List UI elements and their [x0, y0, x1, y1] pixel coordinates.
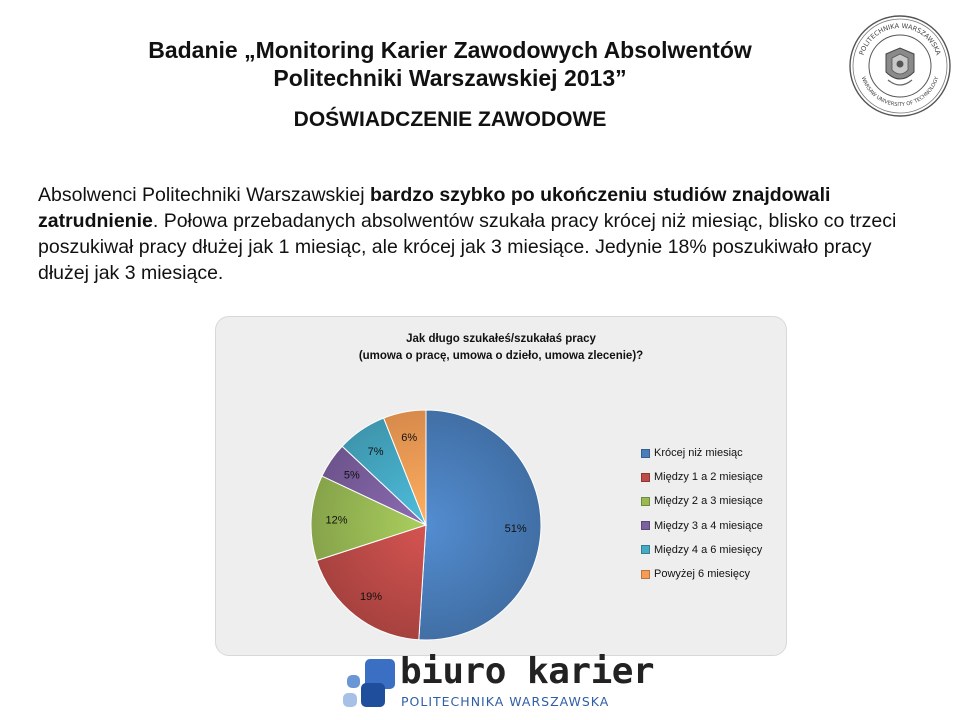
- logo-wordmark: biuro karier: [400, 651, 655, 692]
- legend-swatch: [641, 521, 650, 530]
- logo-mark-icon: [343, 657, 401, 711]
- page-title: [60, 36, 840, 92]
- legend-label: Powyżej 6 miesięcy: [654, 568, 750, 581]
- logo-subtitle: POLITECHNIKA WARSZAWSKA: [401, 694, 610, 709]
- legend-swatch: [641, 570, 650, 579]
- data-label-miedzy-4-a-6-miesiecy: 7%: [367, 445, 384, 458]
- seal-text-bottom: WARSAW UNIVERSITY OF TECHNOLOGY: [859, 76, 941, 109]
- logo-square-2: [361, 683, 385, 707]
- legend-item-krocej-niz-miesiac: [641, 441, 781, 465]
- intro-text-start: Absolwenci Politechniki Warszawskiej: [38, 184, 370, 206]
- intro-text-bold: bardzo szybko po ukończeniu studiów znajdowali zatrudnienie: [38, 184, 831, 232]
- chart-title-line-1: Jak długo szukałeś/szukałaś pracy: [406, 333, 596, 345]
- chart-legend: [641, 441, 781, 586]
- title-line-1: Badanie „Monitoring Karier Zawodowych Absolwentów: [148, 37, 752, 63]
- intro-text-end: . Połowa przebadanych absolwentów szukała pracy krócej niż miesiąc, blisko co trzeci poszukiwał pracy dłużej jak 1 miesiąc, ale krócej jak 3 miesiące. Jedynie 18% poszukiwało pracy dłużej jak 3 miesiące.: [38, 210, 897, 284]
- logo-square-3: [347, 675, 360, 688]
- legend-item-miedzy-2-a-3-miesiace: [641, 489, 781, 513]
- data-label-miedzy-1-a-2-miesiace: 19%: [360, 590, 383, 603]
- data-label-miedzy-2-a-3-miesiace: 12%: [325, 514, 348, 527]
- legend-item-miedzy-4-a-6-miesiecy: [641, 538, 781, 562]
- legend-label: Między 4 a 6 miesięcy: [654, 543, 763, 556]
- chart-title-line-2: (umowa o pracę, umowa o dzieło, umowa zlecenie)?: [358, 350, 644, 362]
- intro-paragraph: [38, 182, 918, 286]
- legend-label: Między 3 a 4 miesiące: [654, 519, 763, 532]
- data-label-miedzy-3-a-4-miesiace: 5%: [343, 469, 360, 482]
- legend-swatch: [641, 497, 650, 506]
- data-label-powyzej-6-miesiecy: 6%: [401, 431, 418, 444]
- title-line-2: Politechniki Warszawskiej 2013”: [273, 65, 627, 91]
- legend-swatch: [641, 449, 650, 458]
- legend-item-powyzej-6-miesiecy: [641, 562, 781, 586]
- legend-item-miedzy-1-a-2-miesiace: [641, 465, 781, 489]
- legend-swatch: [641, 473, 650, 482]
- legend-label: Między 1 a 2 miesiące: [654, 471, 763, 484]
- section-subtitle: DOŚWIADCZENIE ZAWODOWE: [293, 108, 607, 131]
- seal-text-top: POLITECHNIKA WARSZAWSKA: [857, 21, 943, 57]
- logo-square-4: [343, 693, 357, 707]
- pie-chart-panel: [215, 316, 787, 656]
- data-label-krocej-niz-miesiac: 51%: [504, 522, 527, 535]
- legend-item-miedzy-3-a-4-miesiace: [641, 514, 781, 538]
- legend-swatch: [641, 545, 650, 554]
- biuro-karier-logo: [343, 651, 655, 715]
- university-seal-logo: [848, 14, 952, 118]
- legend-label: Krócej niż miesiąc: [654, 447, 743, 460]
- legend-label: Między 2 a 3 miesiące: [654, 495, 763, 508]
